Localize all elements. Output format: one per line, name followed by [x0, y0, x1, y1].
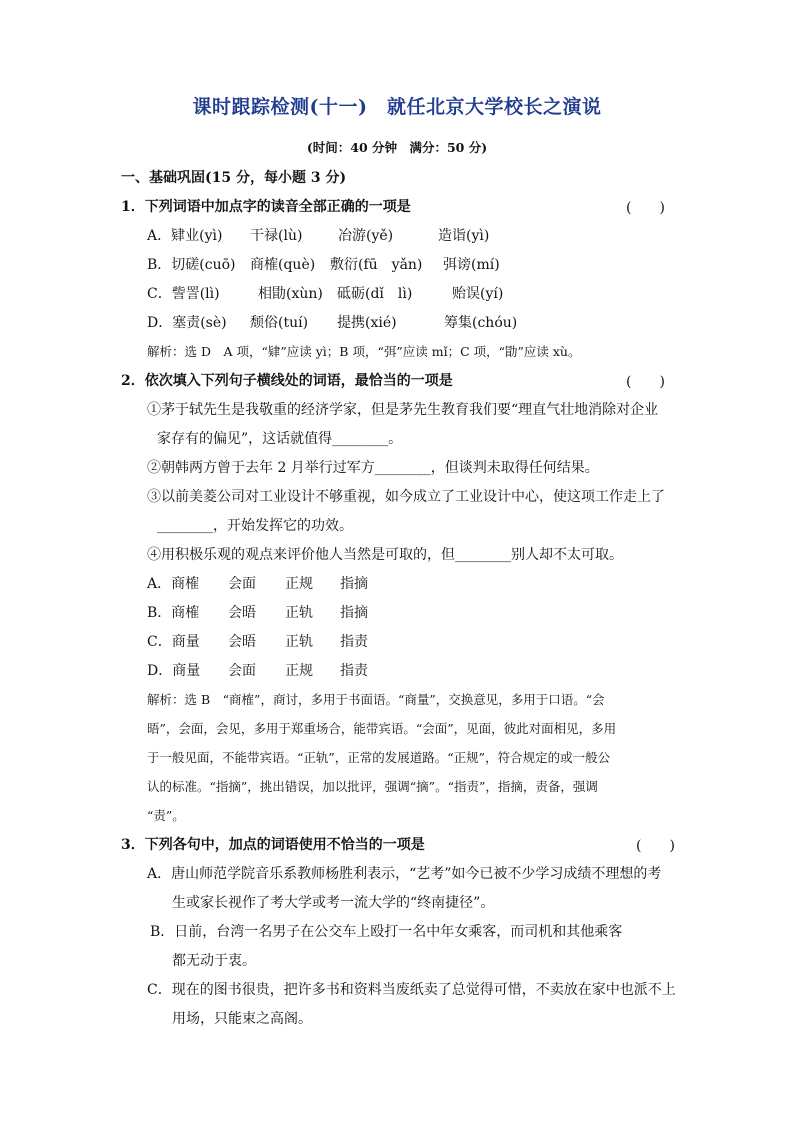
question-3-answer-paren: ( ) — [636, 838, 675, 854]
question-3-option-b-cont: 都无动于衷。 — [172, 953, 256, 969]
question-2-sentence-2: ②朝韩两方曾于去年 2 月举行过军方________，但谈判未取得任何结果。 — [147, 460, 599, 476]
question-2-sentence-3: ③以前美菱公司对工业设计不够重视，如今成立了工业设计中心，使这项工作走上了 — [147, 489, 665, 505]
question-3-option-c: C．现在的图书很贵，把许多书和资料当废纸卖了总觉得可惜，不卖放在家中也派不上 — [147, 982, 676, 998]
question-3-stem: 3．下列各句中，加点的词语使用不恰当的一项是 — [121, 837, 425, 853]
question-2-answer-paren: ( ) — [626, 374, 665, 390]
question-2-sentence-4: ④用积极乐观的观点来评价他人当然是可取的，但________别人却不太可取。 — [147, 547, 623, 563]
question-1-answer-paren: ( ) — [626, 200, 665, 216]
question-2-sentence-1-cont: 家存有的偏见”，这话就值得________。 — [157, 431, 403, 447]
question-2-sentence-3-cont: ________，开始发挥它的功效。 — [157, 518, 353, 534]
question-1-stem: 1．下列词语中加点字的读音全部正确的一项是 — [121, 199, 411, 215]
question-2-analysis-line-4: 认的标准。“指摘”，挑出错误，加以批评，强调“摘”。“指责”，指摘，责备，强调 — [147, 779, 598, 794]
question-3-option-c-cont: 用场，只能束之高阁。 — [172, 1011, 312, 1027]
question-2-analysis-line-2: 晤”，会面，会见，多用于郑重场合，能带宾语。“会面”，见面，彼此对面相见，多用 — [147, 721, 617, 736]
question-2-sentence-1: ①茅于轼先生是我敬重的经济学家，但是茅先生教育我们要“理直气壮地消除对企业 — [147, 402, 659, 418]
question-3-option-a-cont: 生或家长视作了考大学或考一流大学的“终南捷径”。 — [172, 895, 495, 911]
page-title: 课时跟踪检测(十一) 就任北京大学校长之演说 — [192, 96, 602, 118]
question-2-analysis-line-5: “责”。 — [147, 808, 185, 823]
question-2-stem: 2．依次填入下列句子横线处的词语，最恰当的一项是 — [121, 373, 453, 389]
exam-time-info: (时间：40 分钟 满分：50 分) — [306, 140, 488, 155]
question-1-analysis: 解析：选 D A 项，“肄”应读 yì；B 项，“弭”应读 mǐ；C 项，“勖”应读 xù。 — [147, 344, 581, 359]
document-page: 课时跟踪检测(十一) 就任北京大学校长之演说 (时间：40 分钟 满分：50 分) 一、基础巩固(15 分，每小题 3 分) 1．下列词语中加点字的读音全部正确的一项是 ( ) A．肄业(yì) 干禄(lù) 冶游(yě) 造诣(yì) B．切磋(cuō) 商榷(què) 敷衍(fū yǎn) 弭谤(mí) C．訾詈(lì) 相勖(xùn) 砥砺(dǐ lì) 贻误(yí) D．塞责(sè) 颓俗(tuí) 提携(xié) 筹集(chóu) 解析：选 D A 项，“肄”应读 yì；B 项，“弭”应读 mǐ；C 项，“勖”应读 xù。 2．依次填入下列句子横线处的词语，最恰当的一项是 ( ) ①茅于轼先生是我敬重的经济学家，但是茅先生教育我们要“理直气壮地消除对企业 家存有的偏见”，这话就值得________。 ②朝韩两方曾于去年 2 月举行过军方________，但谈判未取得任何结果。 ③以前美菱公司对工业设计不够重视，如今成立了工业设计中心，使这项工作走上了 ________，开始发挥它的功效。 ④用积极乐观的观点来评价他人当然是可取的，但________别人却不太可取。 A．商榷 会面 正规 指摘 B．商榷 会晤 正轨 指摘 C．商量 会晤 正轨 指责 D．商量 会面 正规 指责 解析：选 B “商榷”，商讨，多用于书面语。“商量”，交换意见，多用于口语。“会 晤”，会面，会见，多用于郑重场合，能带宾语。“会面”，见面，彼此对面相见，多用 于一般见面，不能带宾语。“正轨”，正常的发展道路。“正规”，符合规定的或一般公 认的标准。“指摘”，挑出错误，加以批评，强调“摘”。“指责”，指摘，责备，强调 “责”。 3．下列各句中，加点的词语使用不恰当的一项是 ( ) A．唐山师范学院音乐系教师杨胜利表示，“艺考”如今已被不少学习成绩不理想的考 生或家长视作了考大学或考一流大学的“终南捷径”。 B．日前，台湾一名男子在公交车上殴打一名中年女乘客，而司机和其他乘客 都无动于衷。 C．现在的图书很贵，把许多书和资料当废纸卖了总觉得可惜，不卖放在家中也派不上 用场，只能束之高阁。 — [0, 0, 794, 1123]
question-3-option-b: B．日前，台湾一名男子在公交车上殴打一名中年女乘客，而司机和其他乘客 — [150, 924, 623, 940]
question-3-option-a: A．唐山师范学院音乐系教师杨胜利表示，“艺考”如今已被不少学习成绩不理想的考 — [147, 866, 662, 882]
question-2-analysis-line-3: 于一般见面，不能带宾语。“正轨”，正常的发展道路。“正规”，符合规定的或一般公 — [147, 750, 611, 765]
question-2-analysis-line-1: 解析：选 B “商榷”，商讨，多用于书面语。“商量”，交换意见，多用于口语。“会 — [147, 692, 605, 707]
section-heading: 一、基础巩固(15 分，每小题 3 分) — [121, 170, 347, 186]
